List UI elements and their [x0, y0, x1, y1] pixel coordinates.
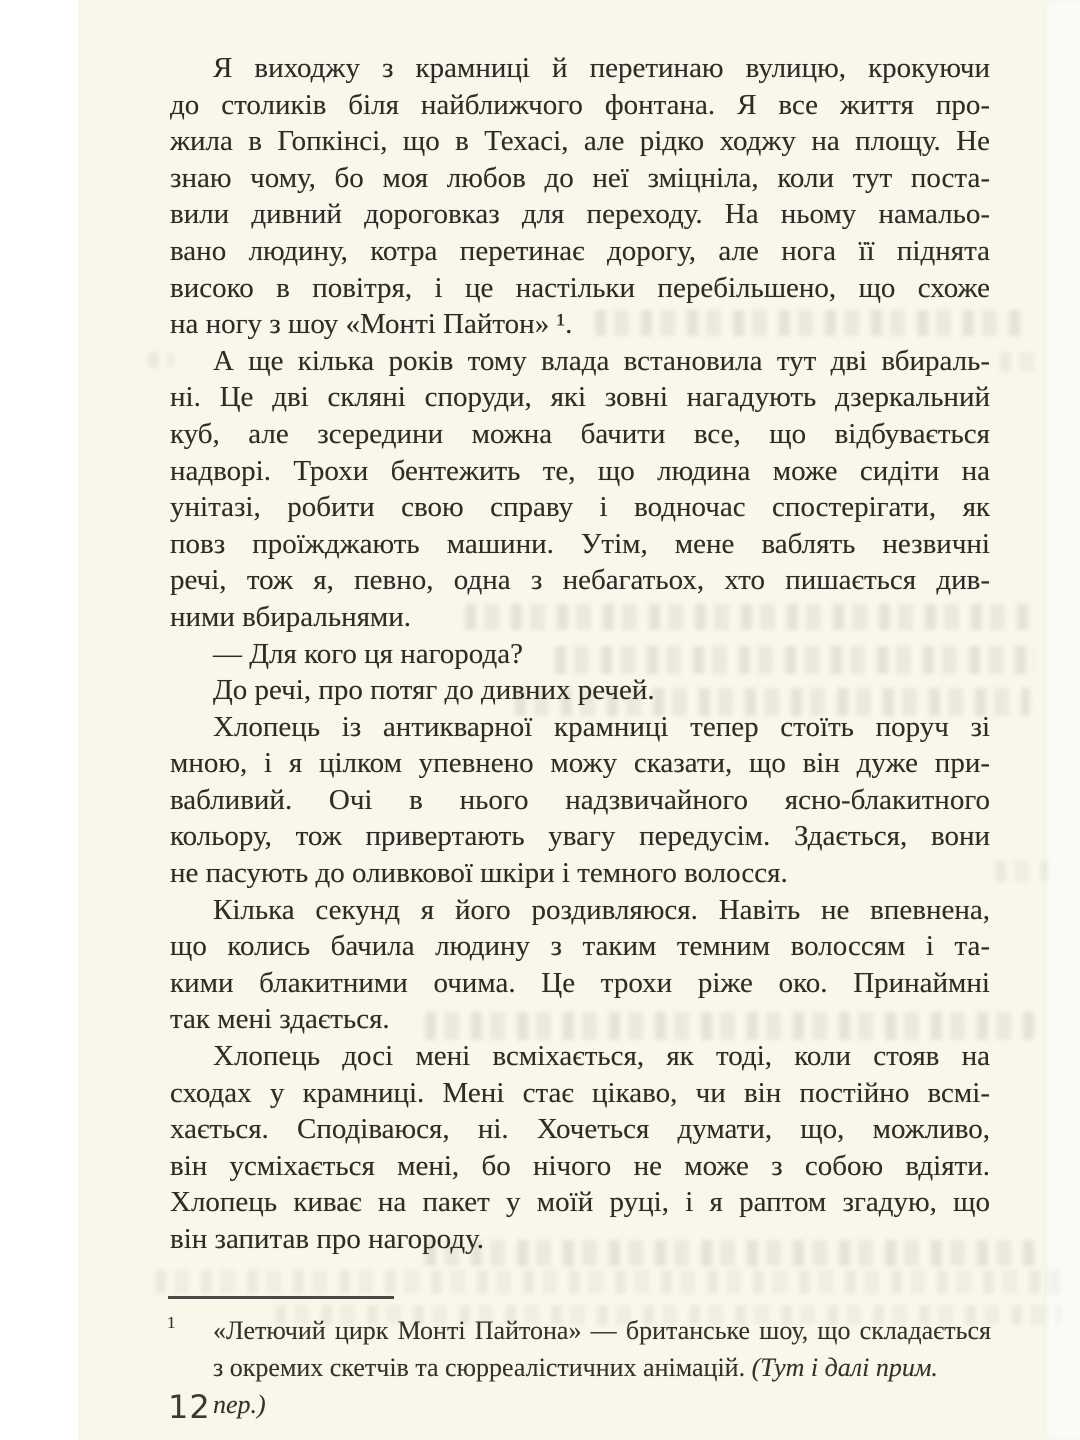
- text-line: ними вбиральнями.: [170, 600, 412, 633]
- text-line: надворі. Трохи бентежить те, що людина може сидіти на: [170, 454, 990, 487]
- footnote-translator-note: (Тут і далі прим. пер.): [213, 1353, 938, 1419]
- text-line: до столиків біля найближчого фонтана. Я все життя про-: [170, 88, 990, 121]
- text-line: Хлопець киває на пакет у моїй руці, і я раптом згадую, що: [170, 1186, 990, 1219]
- paragraph: [170, 709, 990, 892]
- text-block: [170, 50, 990, 1258]
- text-line: повз проїжджають машини. Утім, мене ваблять незвичні: [170, 527, 990, 560]
- page-number: 12: [168, 1388, 211, 1426]
- text-line: — Для кого ця нагорода?: [213, 637, 523, 670]
- text-line: знаю чому, бо моя любов до неї зміцніла, коли тут поста-: [170, 161, 990, 194]
- footnote-line-2: [213, 1349, 991, 1423]
- bleed-through-artifact: [995, 860, 1047, 882]
- paragraph: [170, 1038, 990, 1258]
- text-line: Хлопець досі мені всміхається, як тоді, коли стояв на: [213, 1040, 990, 1073]
- text-line: Кілька секунд я його роздивляюся. Навіть не впевнена,: [213, 893, 990, 926]
- text-line: мною, і я цілком упевнено можу сказати, що він дуже при-: [170, 747, 990, 780]
- paragraph: [170, 672, 990, 709]
- text-line: ні. Це дві скляні споруди, які зовні нагадують дзеркальний: [170, 381, 990, 414]
- paragraph: [170, 50, 990, 343]
- text-line: кими блакитними очима. Це трохи ріже око. Принаймні: [170, 966, 990, 999]
- text-line: Хлопець із антикварної крамниці тепер стоїть поруч зі: [213, 710, 990, 743]
- right-scan-margin: [1044, 0, 1080, 1440]
- text-line: куб, але зсередини можна бачити все, що відбувається: [170, 417, 990, 450]
- text-line: сходах у крамниці. Мені стає цікаво, чи він постійно всмі-: [170, 1076, 990, 1109]
- paragraph: [170, 636, 990, 673]
- text-line: Я виходжу з крамниці й перетинаю вулицю, крокуючи: [213, 52, 990, 84]
- footnote-rule: [168, 1296, 394, 1299]
- text-line: жила в Гопкінсі, що в Техасі, але рідко ходжу на площу. Не: [170, 125, 990, 158]
- text-line: А ще кілька років тому влада встановила тут дві вбираль-: [213, 344, 990, 377]
- text-line: на ногу з шоу «Монті Пайтон» ¹.: [170, 308, 573, 341]
- text-line: До речі, про потяг до дивних речей.: [213, 674, 655, 707]
- text-line: хається. Сподіваюся, ні. Хочеться думати, що, можливо,: [170, 1113, 990, 1146]
- footnote-line-1: «Летючий цирк Монті Пайтона» — британське шоу, що складається: [213, 1316, 991, 1345]
- text-line: унітазі, робити свою справу і водночас спостерігати, як: [170, 491, 990, 524]
- text-line: не пасують до оливкової шкіри і темного волосся.: [170, 857, 788, 890]
- text-line: він усміхається мені, бо нічого не може з собою вдіяти.: [170, 1149, 990, 1182]
- text-line: вано людину, котра перетинає дорогу, але нога її піднята: [170, 234, 990, 267]
- bleed-through-artifact: [155, 1270, 1060, 1294]
- footnote-text: з окремих скетчів та сюрреалістичних анімацій.: [213, 1353, 752, 1382]
- bleed-through-artifact: [1000, 352, 1046, 372]
- text-line: речі, тож я, певно, одна з небагатьох, хто пишається див-: [170, 564, 990, 597]
- text-line: так мені здається.: [170, 1003, 390, 1036]
- paragraph: [170, 892, 990, 1038]
- text-line: вабливий. Очі в нього надзвичайного ясно-блакитного: [170, 783, 990, 816]
- text-line: він запитав про нагороду.: [170, 1223, 484, 1255]
- text-line: високо в повітря, і це настільки перебільшено, що схоже: [170, 271, 990, 304]
- text-line: що колись бачила людину з таким темним волоссям і та-: [170, 930, 990, 963]
- text-line: кольору, тож привертають увагу передусім. Здається, вони: [170, 820, 990, 853]
- paragraph: [170, 343, 990, 636]
- text-line: вили дивний дороговказ для переходу. На ньому намальо-: [170, 198, 990, 231]
- footnote-marker: 1: [167, 1313, 176, 1332]
